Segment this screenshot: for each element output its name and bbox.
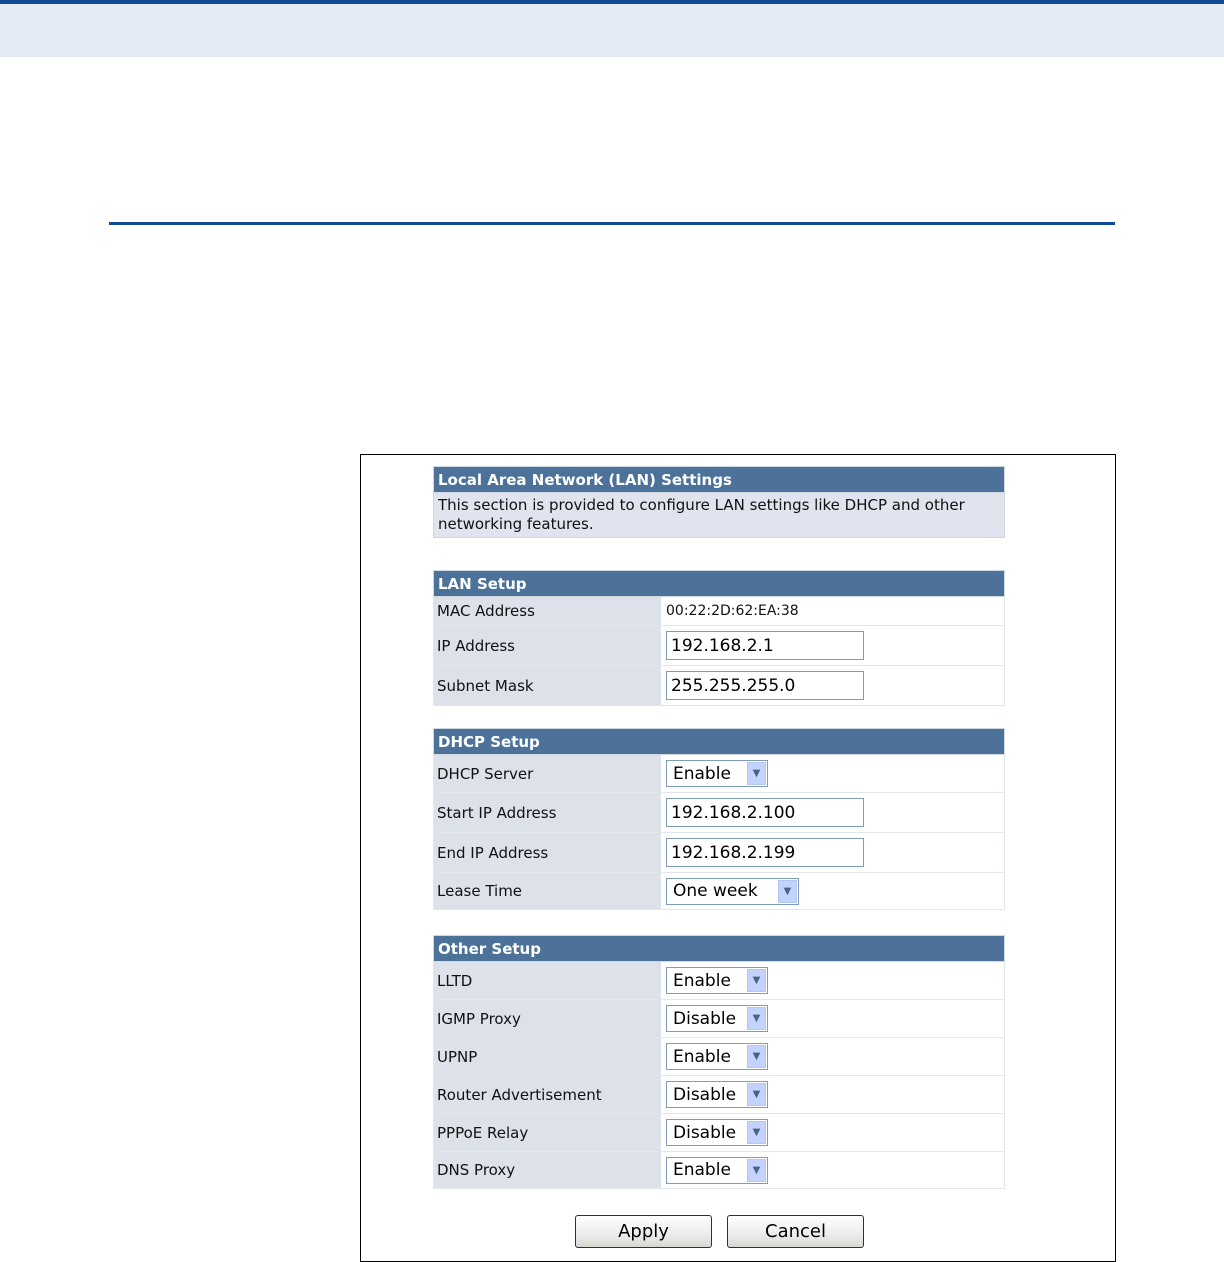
igmp-proxy-selected: Disable bbox=[673, 1008, 737, 1029]
lan-settings-panel bbox=[360, 454, 1116, 1262]
other-setup-section bbox=[433, 935, 1005, 1189]
start-ip-row bbox=[433, 793, 1005, 833]
lease-time-row bbox=[433, 873, 1005, 910]
mac-address-value: 00:22:2D:62:EA:38 bbox=[663, 597, 1004, 625]
document-divider bbox=[109, 222, 1115, 225]
chevron-down-icon[interactable]: ▼ bbox=[747, 1045, 766, 1068]
pppoe-relay-row bbox=[433, 1114, 1005, 1152]
dns-proxy-label: DNS Proxy bbox=[434, 1152, 663, 1188]
lan-setup-section bbox=[433, 570, 1005, 706]
page-top-band bbox=[0, 0, 1224, 57]
igmp-proxy-label: IGMP Proxy bbox=[434, 1000, 663, 1037]
router-advertisement-label: Router Advertisement bbox=[434, 1076, 663, 1113]
lease-time-selected: One week bbox=[673, 881, 758, 901]
dhcp-server-select[interactable] bbox=[666, 760, 768, 787]
lltd-selected: Enable bbox=[673, 970, 731, 991]
dhcp-server-selected: Enable bbox=[673, 763, 731, 784]
upnp-label: UPNP bbox=[434, 1038, 663, 1075]
pppoe-relay-selected: Disable bbox=[673, 1122, 737, 1143]
start-ip-input[interactable] bbox=[666, 798, 864, 827]
chevron-down-icon[interactable]: ▼ bbox=[778, 880, 797, 903]
apply-button[interactable]: Apply bbox=[575, 1215, 712, 1248]
end-ip-row bbox=[433, 833, 1005, 873]
chevron-down-icon[interactable]: ▼ bbox=[747, 1007, 766, 1030]
dns-proxy-select[interactable] bbox=[666, 1157, 768, 1184]
upnp-select[interactable] bbox=[666, 1043, 768, 1070]
dhcp-server-row bbox=[433, 755, 1005, 793]
pppoe-relay-label: PPPoE Relay bbox=[434, 1114, 663, 1151]
dhcp-server-label: DHCP Server bbox=[434, 755, 663, 792]
ip-address-label: IP Address bbox=[434, 626, 663, 665]
mac-address-row bbox=[433, 597, 1005, 626]
ip-address-row bbox=[433, 626, 1005, 666]
subnet-mask-row bbox=[433, 666, 1005, 706]
chevron-down-icon[interactable]: ▼ bbox=[747, 1159, 766, 1182]
igmp-proxy-select[interactable] bbox=[666, 1005, 768, 1032]
dhcp-setup-title: DHCP Setup bbox=[433, 728, 1005, 755]
upnp-row bbox=[433, 1038, 1005, 1076]
subnet-mask-label: Subnet Mask bbox=[434, 666, 663, 705]
lan-setup-title: LAN Setup bbox=[433, 570, 1005, 597]
lltd-label: LLTD bbox=[434, 962, 663, 999]
router-advertisement-row bbox=[433, 1076, 1005, 1114]
mac-address-label: MAC Address bbox=[434, 597, 663, 625]
ip-address-input[interactable] bbox=[666, 631, 864, 660]
cancel-button[interactable]: Cancel bbox=[727, 1215, 864, 1248]
lltd-row bbox=[433, 962, 1005, 1000]
igmp-proxy-row bbox=[433, 1000, 1005, 1038]
chevron-down-icon[interactable]: ▼ bbox=[747, 969, 766, 992]
lan-settings-title: Local Area Network (LAN) Settings bbox=[433, 466, 1005, 493]
dns-proxy-row bbox=[433, 1152, 1005, 1189]
lease-time-select[interactable] bbox=[666, 878, 799, 905]
lltd-select[interactable] bbox=[666, 967, 768, 994]
router-advertisement-selected: Disable bbox=[673, 1084, 737, 1105]
router-advertisement-select[interactable] bbox=[666, 1081, 768, 1108]
end-ip-label: End IP Address bbox=[434, 833, 663, 872]
lease-time-label: Lease Time bbox=[434, 873, 663, 909]
pppoe-relay-select[interactable] bbox=[666, 1119, 768, 1146]
chevron-down-icon[interactable]: ▼ bbox=[747, 1121, 766, 1144]
chevron-down-icon[interactable]: ▼ bbox=[747, 1083, 766, 1106]
other-setup-title: Other Setup bbox=[433, 935, 1005, 962]
start-ip-label: Start IP Address bbox=[434, 793, 663, 832]
upnp-selected: Enable bbox=[673, 1046, 731, 1067]
end-ip-input[interactable] bbox=[666, 838, 864, 867]
chevron-down-icon[interactable]: ▼ bbox=[747, 762, 766, 785]
lan-intro-section bbox=[433, 466, 1005, 538]
dns-proxy-selected: Enable bbox=[673, 1160, 731, 1180]
dhcp-setup-section bbox=[433, 728, 1005, 910]
lan-settings-description: This section is provided to configure LAN settings like DHCP and other networking features. bbox=[433, 493, 1005, 538]
subnet-mask-input[interactable] bbox=[666, 671, 864, 700]
